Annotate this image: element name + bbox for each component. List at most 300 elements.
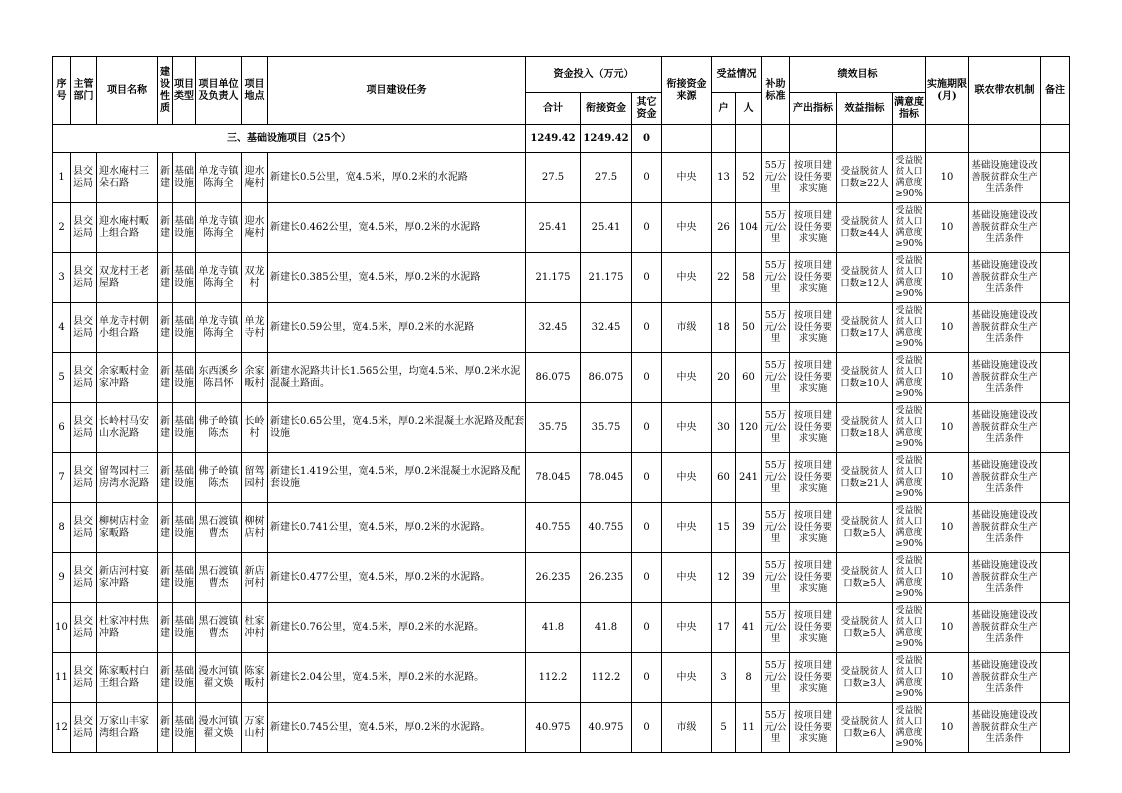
people-cell: 50 <box>736 303 762 353</box>
output-cell: 按项目建设任务要求实施 <box>790 703 837 753</box>
remark-cell <box>1041 403 1070 453</box>
source-cell: 中央 <box>662 503 712 553</box>
subsidy-cell: 55万元/公里 <box>762 153 790 203</box>
mechanism-cell: 基础设施建设改善脱贫群众生产生活条件 <box>969 553 1041 603</box>
output-cell: 按项目建设任务要求实施 <box>790 453 837 503</box>
other-cell: 0 <box>632 503 662 553</box>
period-cell: 10 <box>926 303 969 353</box>
output-cell: 按项目建设任务要求实施 <box>790 653 837 703</box>
subsidy-cell: 55万元/公里 <box>762 453 790 503</box>
subsidy-cell: 55万元/公里 <box>762 503 790 553</box>
seq-cell: 12 <box>53 703 71 753</box>
header-source: 衔接资金来源 <box>662 57 712 125</box>
header-type: 项目类型 <box>173 57 196 125</box>
people-cell: 104 <box>736 203 762 253</box>
source-cell: 中央 <box>662 453 712 503</box>
period-cell: 10 <box>926 153 969 203</box>
dept-cell: 县交运局 <box>71 703 97 753</box>
seq-cell: 11 <box>53 653 71 703</box>
header-satisfaction: 满意度指标 <box>893 93 926 125</box>
place-cell: 留驾园村 <box>242 453 268 503</box>
section-cell <box>1041 125 1070 153</box>
total-cell: 35.75 <box>526 403 581 453</box>
satisfaction-cell: 受益脱贫人口满意度≥90% <box>893 453 926 503</box>
satisfaction-cell: 受益脱贫人口满意度≥90% <box>893 603 926 653</box>
remark-cell <box>1041 203 1070 253</box>
header-perf: 绩效目标 <box>790 57 926 93</box>
remark-cell <box>1041 603 1070 653</box>
source-cell: 中央 <box>662 553 712 603</box>
place-cell: 单龙寺村 <box>242 303 268 353</box>
remark-cell <box>1041 453 1070 503</box>
source-cell: 中央 <box>662 203 712 253</box>
project-table <box>52 56 1070 753</box>
remark-cell <box>1041 503 1070 553</box>
period-cell: 10 <box>926 603 969 653</box>
header-hh: 户 <box>712 93 736 125</box>
source-cell: 中央 <box>662 253 712 303</box>
other-cell: 0 <box>632 653 662 703</box>
place-cell: 新店河村 <box>242 553 268 603</box>
satisfaction-cell: 受益脱贫人口满意度≥90% <box>893 403 926 453</box>
seq-cell: 5 <box>53 353 71 403</box>
header-nature: 建设性质 <box>158 57 173 125</box>
hh-cell: 15 <box>712 503 736 553</box>
dept-cell: 县交运局 <box>71 153 97 203</box>
unit-cell: 单龙寺镇陈海全 <box>196 203 242 253</box>
task-cell: 新建长0.741公里，宽4.5米，厚0.2米的水泥路。 <box>268 503 526 553</box>
link-cell: 32.45 <box>581 303 632 353</box>
hh-cell: 13 <box>712 153 736 203</box>
mechanism-cell: 基础设施建设改善脱贫群众生产生活条件 <box>969 503 1041 553</box>
effect-cell: 受益脱贫人口数≥18人 <box>837 403 893 453</box>
table-row <box>53 503 1070 553</box>
other-cell: 0 <box>632 453 662 503</box>
section-cell <box>736 125 762 153</box>
effect-cell: 受益脱贫人口数≥12人 <box>837 253 893 303</box>
subsidy-cell: 55万元/公里 <box>762 253 790 303</box>
name-cell: 陈家畈村白王组合路 <box>97 653 158 703</box>
name-cell: 迎水庵村三朵石路 <box>97 153 158 203</box>
hh-cell: 5 <box>712 703 736 753</box>
other-cell: 0 <box>632 403 662 453</box>
mechanism-cell: 基础设施建设改善脱贫群众生产生活条件 <box>969 153 1041 203</box>
type-cell: 基础设施 <box>173 653 196 703</box>
unit-cell: 佛子岭镇陈杰 <box>196 403 242 453</box>
section-cell <box>712 125 736 153</box>
dept-cell: 县交运局 <box>71 503 97 553</box>
header-total: 合计 <box>526 93 581 125</box>
dept-cell: 县交运局 <box>71 253 97 303</box>
nature-cell: 新建 <box>158 553 173 603</box>
period-cell: 10 <box>926 253 969 303</box>
seq-cell: 4 <box>53 303 71 353</box>
output-cell: 按项目建设任务要求实施 <box>790 253 837 303</box>
satisfaction-cell: 受益脱贫人口满意度≥90% <box>893 353 926 403</box>
dept-cell: 县交运局 <box>71 353 97 403</box>
header-other: 其它资金 <box>632 93 662 125</box>
section-other: 0 <box>632 125 662 153</box>
header-people: 人 <box>736 93 762 125</box>
section-link: 1249.42 <box>581 125 632 153</box>
other-cell: 0 <box>632 703 662 753</box>
subsidy-cell: 55万元/公里 <box>762 353 790 403</box>
period-cell: 10 <box>926 203 969 253</box>
mechanism-cell: 基础设施建设改善脱贫群众生产生活条件 <box>969 453 1041 503</box>
other-cell: 0 <box>632 203 662 253</box>
unit-cell: 黑石渡镇曹杰 <box>196 603 242 653</box>
place-cell: 迎水庵村 <box>242 153 268 203</box>
header-link: 衔接资金 <box>581 93 632 125</box>
other-cell: 0 <box>632 353 662 403</box>
effect-cell: 受益脱贫人口数≥21人 <box>837 453 893 503</box>
output-cell: 按项目建设任务要求实施 <box>790 153 837 203</box>
header-seq: 序号 <box>53 57 71 125</box>
seq-cell: 10 <box>53 603 71 653</box>
link-cell: 35.75 <box>581 403 632 453</box>
output-cell: 按项目建设任务要求实施 <box>790 403 837 453</box>
unit-cell: 单龙寺镇陈海全 <box>196 153 242 203</box>
people-cell: 52 <box>736 153 762 203</box>
output-cell: 按项目建设任务要求实施 <box>790 553 837 603</box>
period-cell: 10 <box>926 403 969 453</box>
mechanism-cell: 基础设施建设改善脱贫群众生产生活条件 <box>969 703 1041 753</box>
seq-cell: 3 <box>53 253 71 303</box>
type-cell: 基础设施 <box>173 703 196 753</box>
source-cell: 市级 <box>662 703 712 753</box>
period-cell: 10 <box>926 653 969 703</box>
place-cell: 双龙村 <box>242 253 268 303</box>
hh-cell: 3 <box>712 653 736 703</box>
table-row <box>53 603 1070 653</box>
effect-cell: 受益脱贫人口数≥22人 <box>837 153 893 203</box>
name-cell: 双龙村王老屋路 <box>97 253 158 303</box>
effect-cell: 受益脱贫人口数≥44人 <box>837 203 893 253</box>
section-cell <box>662 125 712 153</box>
section-title: 三、基础设施项目（25个） <box>53 125 526 153</box>
place-cell: 万家山村 <box>242 703 268 753</box>
total-cell: 27.5 <box>526 153 581 203</box>
other-cell: 0 <box>632 603 662 653</box>
dept-cell: 县交运局 <box>71 403 97 453</box>
name-cell: 柳树店村金家畈路 <box>97 503 158 553</box>
people-cell: 120 <box>736 403 762 453</box>
seq-cell: 6 <box>53 403 71 453</box>
period-cell: 10 <box>926 703 969 753</box>
name-cell: 迎水庵村畈上组合路 <box>97 203 158 253</box>
header-task: 项目建设任务 <box>268 57 526 125</box>
unit-cell: 黑石渡镇曹杰 <box>196 553 242 603</box>
other-cell: 0 <box>632 253 662 303</box>
remark-cell <box>1041 553 1070 603</box>
unit-cell: 漫水河镇翟文焕 <box>196 653 242 703</box>
name-cell: 新店河村宴家冲路 <box>97 553 158 603</box>
effect-cell: 受益脱贫人口数≥10人 <box>837 353 893 403</box>
people-cell: 41 <box>736 603 762 653</box>
type-cell: 基础设施 <box>173 153 196 203</box>
subsidy-cell: 55万元/公里 <box>762 653 790 703</box>
name-cell: 长岭村马安山水泥路 <box>97 403 158 453</box>
people-cell: 241 <box>736 453 762 503</box>
effect-cell: 受益脱贫人口数≥5人 <box>837 553 893 603</box>
source-cell: 中央 <box>662 353 712 403</box>
dept-cell: 县交运局 <box>71 303 97 353</box>
seq-cell: 8 <box>53 503 71 553</box>
hh-cell: 17 <box>712 603 736 653</box>
seq-cell: 1 <box>53 153 71 203</box>
hh-cell: 60 <box>712 453 736 503</box>
effect-cell: 受益脱贫人口数≥5人 <box>837 603 893 653</box>
table-row <box>53 153 1070 203</box>
satisfaction-cell: 受益脱贫人口满意度≥90% <box>893 553 926 603</box>
table-row <box>53 653 1070 703</box>
table-row <box>53 253 1070 303</box>
period-cell: 10 <box>926 503 969 553</box>
header-effect: 效益指标 <box>837 93 893 125</box>
remark-cell <box>1041 153 1070 203</box>
total-cell: 112.2 <box>526 653 581 703</box>
total-cell: 21.175 <box>526 253 581 303</box>
total-cell: 86.075 <box>526 353 581 403</box>
type-cell: 基础设施 <box>173 253 196 303</box>
subsidy-cell: 55万元/公里 <box>762 403 790 453</box>
effect-cell: 受益脱贫人口数≥5人 <box>837 503 893 553</box>
hh-cell: 22 <box>712 253 736 303</box>
link-cell: 40.975 <box>581 703 632 753</box>
effect-cell: 受益脱贫人口数≥6人 <box>837 703 893 753</box>
output-cell: 按项目建设任务要求实施 <box>790 303 837 353</box>
satisfaction-cell: 受益脱贫人口满意度≥90% <box>893 653 926 703</box>
table-row <box>53 553 1070 603</box>
source-cell: 中央 <box>662 603 712 653</box>
nature-cell: 新建 <box>158 603 173 653</box>
header-period: 实施期限(月) <box>926 57 969 125</box>
remark-cell <box>1041 353 1070 403</box>
seq-cell: 9 <box>53 553 71 603</box>
section-cell <box>790 125 837 153</box>
subsidy-cell: 55万元/公里 <box>762 603 790 653</box>
section-cell <box>969 125 1041 153</box>
table-row <box>53 203 1070 253</box>
other-cell: 0 <box>632 153 662 203</box>
link-cell: 40.755 <box>581 503 632 553</box>
section-cell <box>893 125 926 153</box>
subsidy-cell: 55万元/公里 <box>762 203 790 253</box>
total-cell: 32.45 <box>526 303 581 353</box>
satisfaction-cell: 受益脱贫人口满意度≥90% <box>893 303 926 353</box>
seq-cell: 7 <box>53 453 71 503</box>
nature-cell: 新建 <box>158 253 173 303</box>
output-cell: 按项目建设任务要求实施 <box>790 203 837 253</box>
total-cell: 40.755 <box>526 503 581 553</box>
place-cell: 陈家畈村 <box>242 653 268 703</box>
table-row <box>53 453 1070 503</box>
satisfaction-cell: 受益脱贫人口满意度≥90% <box>893 703 926 753</box>
remark-cell <box>1041 253 1070 303</box>
hh-cell: 26 <box>712 203 736 253</box>
other-cell: 0 <box>632 553 662 603</box>
header-unit: 项目单位及负责人 <box>196 57 242 125</box>
type-cell: 基础设施 <box>173 603 196 653</box>
link-cell: 112.2 <box>581 653 632 703</box>
section-total: 1249.42 <box>526 125 581 153</box>
type-cell: 基础设施 <box>173 453 196 503</box>
hh-cell: 12 <box>712 553 736 603</box>
link-cell: 25.41 <box>581 203 632 253</box>
task-cell: 新建水泥路共计长1.565公里，均宽4.5米、厚0.2米水泥混凝土路面。 <box>268 353 526 403</box>
source-cell: 中央 <box>662 403 712 453</box>
nature-cell: 新建 <box>158 503 173 553</box>
nature-cell: 新建 <box>158 453 173 503</box>
task-cell: 新建长0.59公里，宽4.5米，厚0.2米的水泥路 <box>268 303 526 353</box>
header-remark: 备注 <box>1041 57 1070 125</box>
link-cell: 21.175 <box>581 253 632 303</box>
type-cell: 基础设施 <box>173 203 196 253</box>
place-cell: 迎水庵村 <box>242 203 268 253</box>
remark-cell <box>1041 703 1070 753</box>
task-cell: 新建长0.477公里，宽4.5米，厚0.2米的水泥路。 <box>268 553 526 603</box>
table-row <box>53 303 1070 353</box>
satisfaction-cell: 受益脱贫人口满意度≥90% <box>893 203 926 253</box>
source-cell: 中央 <box>662 653 712 703</box>
header-dept: 主管部门 <box>71 57 97 125</box>
mechanism-cell: 基础设施建设改善脱贫群众生产生活条件 <box>969 353 1041 403</box>
nature-cell: 新建 <box>158 303 173 353</box>
header-place: 项目地点 <box>242 57 268 125</box>
period-cell: 10 <box>926 353 969 403</box>
task-cell: 新建长1.419公里，宽4.5米，厚0.2米混凝土水泥路及配套设施 <box>268 453 526 503</box>
dept-cell: 县交运局 <box>71 203 97 253</box>
subsidy-cell: 55万元/公里 <box>762 303 790 353</box>
mechanism-cell: 基础设施建设改善脱贫群众生产生活条件 <box>969 253 1041 303</box>
name-cell: 杜家冲村焦冲路 <box>97 603 158 653</box>
people-cell: 58 <box>736 253 762 303</box>
remark-cell <box>1041 303 1070 353</box>
table-row <box>53 703 1070 753</box>
type-cell: 基础设施 <box>173 403 196 453</box>
nature-cell: 新建 <box>158 353 173 403</box>
other-cell: 0 <box>632 303 662 353</box>
name-cell: 单龙寺村朝小组合路 <box>97 303 158 353</box>
dept-cell: 县交运局 <box>71 453 97 503</box>
satisfaction-cell: 受益脱贫人口满意度≥90% <box>893 253 926 303</box>
hh-cell: 20 <box>712 353 736 403</box>
unit-cell: 单龙寺镇陈海全 <box>196 303 242 353</box>
unit-cell: 漫水河镇翟文焕 <box>196 703 242 753</box>
task-cell: 新建长2.04公里，宽4.5米，厚0.2米的水泥路。 <box>268 653 526 703</box>
effect-cell: 受益脱贫人口数≥17人 <box>837 303 893 353</box>
mechanism-cell: 基础设施建设改善脱贫群众生产生活条件 <box>969 653 1041 703</box>
unit-cell: 佛子岭镇陈杰 <box>196 453 242 503</box>
satisfaction-cell: 受益脱贫人口满意度≥90% <box>893 503 926 553</box>
total-cell: 40.975 <box>526 703 581 753</box>
section-cell <box>837 125 893 153</box>
header-name: 项目名称 <box>97 57 158 125</box>
name-cell: 留驾园村三房湾水泥路 <box>97 453 158 503</box>
hh-cell: 18 <box>712 303 736 353</box>
unit-cell: 东西溪乡陈昌怀 <box>196 353 242 403</box>
output-cell: 按项目建设任务要求实施 <box>790 603 837 653</box>
total-cell: 78.045 <box>526 453 581 503</box>
subsidy-cell: 55万元/公里 <box>762 703 790 753</box>
place-cell: 余家畈村 <box>242 353 268 403</box>
unit-cell: 黑石渡镇曹杰 <box>196 503 242 553</box>
header-mechanism: 联农带农机制 <box>969 57 1041 125</box>
mechanism-cell: 基础设施建设改善脱贫群众生产生活条件 <box>969 203 1041 253</box>
place-cell: 柳树店村 <box>242 503 268 553</box>
section-cell <box>762 125 790 153</box>
source-cell: 中央 <box>662 153 712 203</box>
remark-cell <box>1041 653 1070 703</box>
nature-cell: 新建 <box>158 703 173 753</box>
place-cell: 杜家冲村 <box>242 603 268 653</box>
people-cell: 8 <box>736 653 762 703</box>
mechanism-cell: 基础设施建设改善脱贫群众生产生活条件 <box>969 303 1041 353</box>
section-cell <box>926 125 969 153</box>
link-cell: 26.235 <box>581 553 632 603</box>
nature-cell: 新建 <box>158 203 173 253</box>
total-cell: 41.8 <box>526 603 581 653</box>
subsidy-cell: 55万元/公里 <box>762 553 790 603</box>
effect-cell: 受益脱贫人口数≥3人 <box>837 653 893 703</box>
table-row <box>53 403 1070 453</box>
header-output: 产出指标 <box>790 93 837 125</box>
name-cell: 余家畈村金家冲路 <box>97 353 158 403</box>
people-cell: 39 <box>736 503 762 553</box>
task-cell: 新建长0.745公里，宽4.5米，厚0.2米的水泥路。 <box>268 703 526 753</box>
period-cell: 10 <box>926 553 969 603</box>
type-cell: 基础设施 <box>173 303 196 353</box>
unit-cell: 单龙寺镇陈海全 <box>196 253 242 303</box>
mechanism-cell: 基础设施建设改善脱贫群众生产生活条件 <box>969 403 1041 453</box>
people-cell: 60 <box>736 353 762 403</box>
mechanism-cell: 基础设施建设改善脱贫群众生产生活条件 <box>969 603 1041 653</box>
dept-cell: 县交运局 <box>71 653 97 703</box>
task-cell: 新建长0.76公里，宽4.5米，厚0.2米的水泥路。 <box>268 603 526 653</box>
link-cell: 78.045 <box>581 453 632 503</box>
period-cell: 10 <box>926 453 969 503</box>
nature-cell: 新建 <box>158 403 173 453</box>
nature-cell: 新建 <box>158 153 173 203</box>
total-cell: 25.41 <box>526 203 581 253</box>
people-cell: 39 <box>736 553 762 603</box>
section-row <box>53 125 1070 153</box>
header-benefit: 受益情况 <box>712 57 762 93</box>
people-cell: 11 <box>736 703 762 753</box>
output-cell: 按项目建设任务要求实施 <box>790 353 837 403</box>
type-cell: 基础设施 <box>173 553 196 603</box>
dept-cell: 县交运局 <box>71 603 97 653</box>
output-cell: 按项目建设任务要求实施 <box>790 503 837 553</box>
nature-cell: 新建 <box>158 653 173 703</box>
source-cell: 市级 <box>662 303 712 353</box>
total-cell: 26.235 <box>526 553 581 603</box>
header-subsidy: 补助标准 <box>762 57 790 125</box>
task-cell: 新建长0.385公里，宽4.5米，厚0.2米的水泥路 <box>268 253 526 303</box>
type-cell: 基础设施 <box>173 503 196 553</box>
hh-cell: 30 <box>712 403 736 453</box>
link-cell: 27.5 <box>581 153 632 203</box>
task-cell: 新建长0.462公里，宽4.5米，厚0.2米的水泥路 <box>268 203 526 253</box>
satisfaction-cell: 受益脱贫人口满意度≥90% <box>893 153 926 203</box>
seq-cell: 2 <box>53 203 71 253</box>
type-cell: 基础设施 <box>173 353 196 403</box>
name-cell: 万家山丰家湾组合路 <box>97 703 158 753</box>
task-cell: 新建长0.65公里，宽4.5米，厚0.2米混凝土水泥路及配套设施 <box>268 403 526 453</box>
link-cell: 41.8 <box>581 603 632 653</box>
header-funds: 资金投入（万元） <box>526 57 662 93</box>
link-cell: 86.075 <box>581 353 632 403</box>
